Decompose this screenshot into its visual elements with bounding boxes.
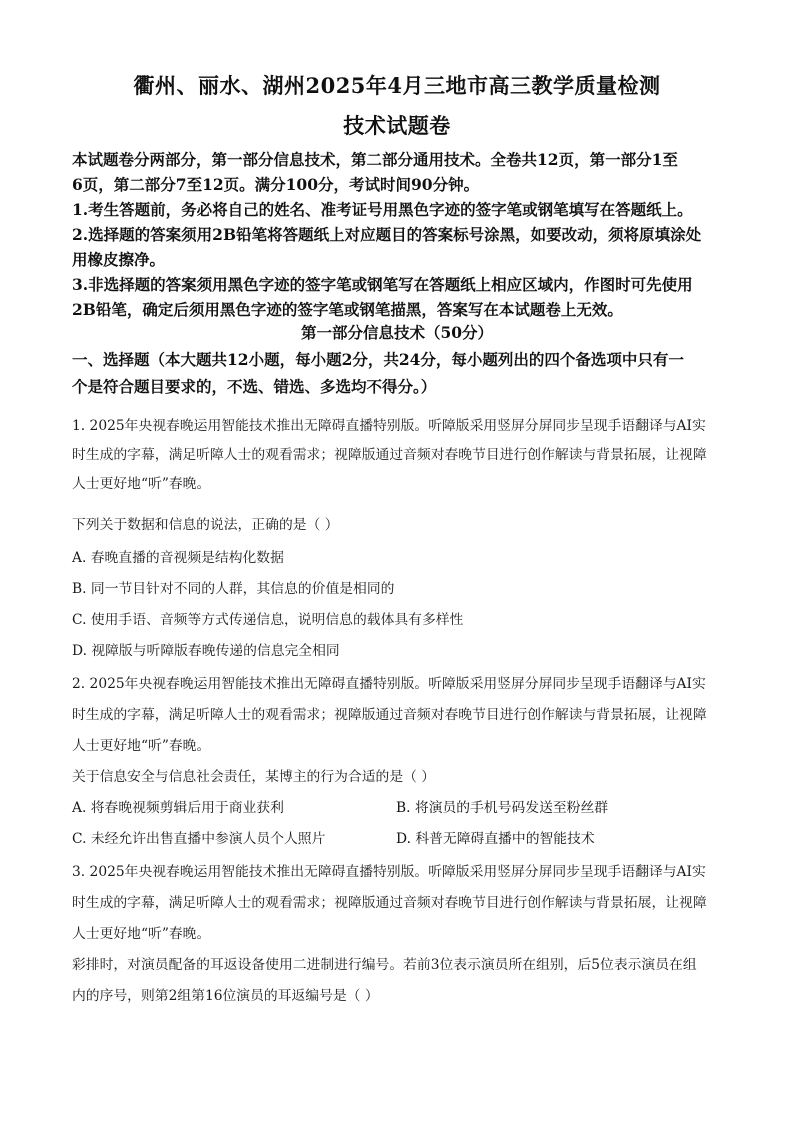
note-1: 1.考生答题前，务必将自己的姓名、准考证号用黑色字迹的签字笔或钢笔填写在答题纸上。 <box>72 200 693 219</box>
q2-option-a: A. 将春晚视频剪辑后用于商业获利 <box>72 800 284 816</box>
intro-line-2: 6页，第二部分7至12页。满分100分，考试时间90分钟。 <box>72 175 480 194</box>
note-2-line-1: 2.选择题的答案须用2B铅笔将答题纸上对应题目的答案标号涂黑，如要改动，须将原填涂处 <box>72 225 702 244</box>
q1-option-d: D. 视障版与听障版春晚传递的信息完全相同 <box>72 643 340 659</box>
q1-option-a: A. 春晚直播的音视频是结构化数据 <box>72 550 284 566</box>
q2-question: 关于信息安全与信息社会责任，某博主的行为合适的是（ ） <box>72 769 436 785</box>
q2-option-c: C. 未经允许出售直播中参演人员个人照片 <box>72 831 326 847</box>
q1-option-b: B. 同一节目针对不同的人群，其信息的价值是相同的 <box>72 581 395 597</box>
section-1-line-2: 个是符合题目要求的，不选、错选、多选均不得分。） <box>72 377 437 396</box>
q1-stem-line-3: 人士更好地“听”春晚。 <box>72 476 211 492</box>
q3-context-line-1: 彩排时，对演员配备的耳返设备使用二进制进行编号。若前3位表示演员所在组别，后5位表示演员在组 <box>72 957 697 973</box>
exam-subtitle: 技术试题卷 <box>343 113 451 138</box>
intro-line-1: 本试题卷分两部分，第一部分信息技术，第二部分通用技术。全卷共12页，第一部分1至 <box>72 150 678 169</box>
q2-stem-line-2: 时生成的字幕，满足听障人士的观看需求；视障版通过音频对春晚节目进行创作解读与背景拓展，让视障 <box>72 707 707 723</box>
q1-stem-line-2: 时生成的字幕，满足听障人士的观看需求；视障版通过音频对春晚节目进行创作解读与背景拓展，让视障 <box>72 447 707 463</box>
part-1-heading: 第一部分信息技术（50分） <box>300 323 494 342</box>
section-1-line-1: 一、选择题（本大题共12小题，每小题2分，共24分，每小题列出的四个备选项中只有一 <box>72 350 684 369</box>
note-3-line-1: 3.非选择题的答案须用黑色字迹的签字笔或钢笔写在答题纸上相应区域内，作图时可先使用 <box>72 275 693 294</box>
q3-stem-line-1: 3. 2025年央视春晚运用智能技术推出无障碍直播特别版。听障版采用竖屏分屏同步呈现手语翻译与AI实 <box>72 864 706 880</box>
q3-context-line-2: 内的序号，则第2组第16位演员的耳返编号是（ ） <box>72 988 379 1004</box>
q2-option-d: D. 科普无障碍直播中的智能技术 <box>396 831 595 847</box>
q1-question: 下列关于数据和信息的说法，正确的是（ ） <box>72 517 339 533</box>
q2-stem-line-3: 人士更好地“听”春晚。 <box>72 738 211 754</box>
q3-stem-line-3: 人士更好地“听”春晚。 <box>72 926 211 942</box>
exam-title: 衢州、丽水、湖州2025年4月三地市高三教学质量检测 <box>133 73 661 98</box>
q2-stem-line-1: 2. 2025年央视春晚运用智能技术推出无障碍直播特别版。听障版采用竖屏分屏同步呈现手语翻译与AI实 <box>72 676 706 692</box>
q1-stem-line-1: 1. 2025年央视春晚运用智能技术推出无障碍直播特别版。听障版采用竖屏分屏同步呈现手语翻译与AI实 <box>72 418 706 434</box>
q3-stem-line-2: 时生成的字幕，满足听障人士的观看需求；视障版通过音频对春晚节目进行创作解读与背景拓展，让视障 <box>72 895 707 911</box>
note-3-line-2: 2B铅笔，确定后须用黑色字迹的签字笔或钢笔描黑，答案写在本试题卷上无效。 <box>72 300 623 319</box>
q1-option-c: C. 使用手语、音频等方式传递信息，说明信息的载体具有多样性 <box>72 612 464 628</box>
q2-option-b: B. 将演员的手机号码发送至粉丝群 <box>396 800 609 816</box>
note-2-line-2: 用橡皮擦净。 <box>72 250 166 269</box>
